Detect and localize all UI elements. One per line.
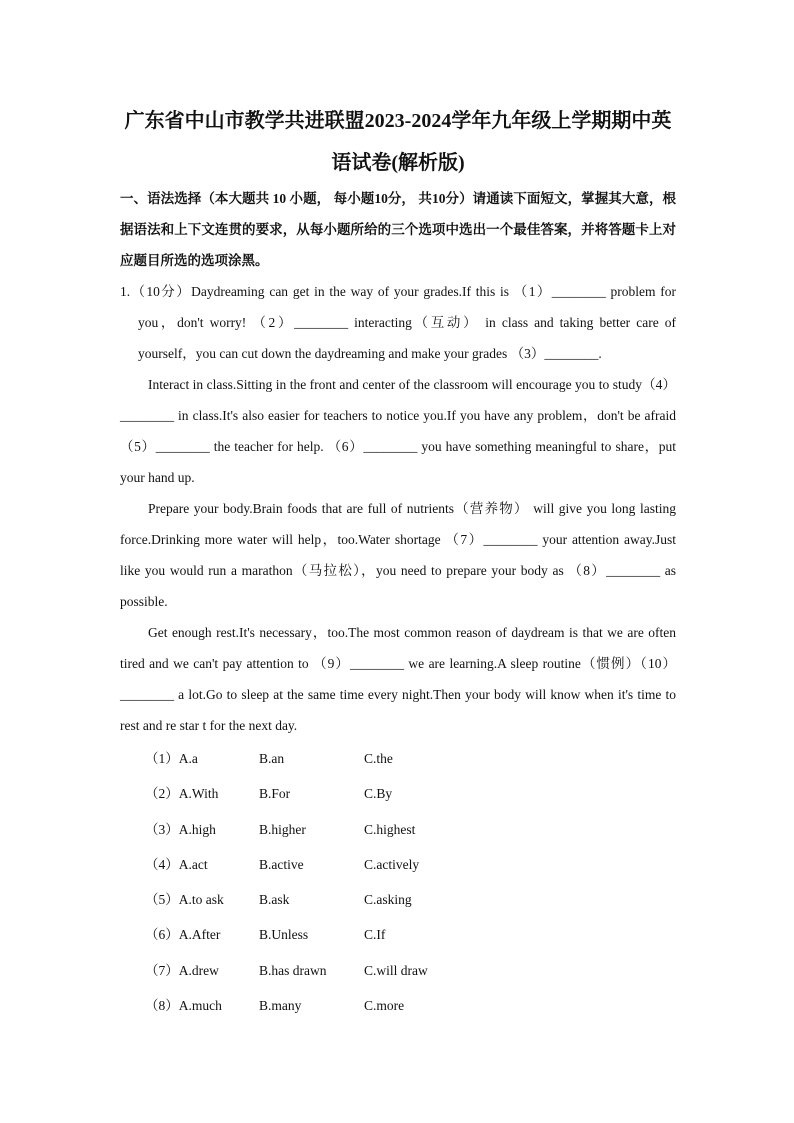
option-row-8: [145, 990, 545, 1025]
answer-options: [145, 743, 545, 1025]
option-c: C.the: [364, 751, 393, 766]
option-row-6: [145, 919, 545, 954]
question-1-opening: 1.（10分）Daydreaming can get in the way of your grades.If this is （1）________ problem for you，don't worry! （2）________ interacting（互动） in class and taking better care of yourself，you can cut down the daydreaming and make your grades （3）________.: [120, 284, 676, 361]
option-row-4: [145, 849, 545, 884]
option-b: B.many: [259, 998, 302, 1014]
reading-passage: [120, 276, 676, 741]
option-row-1: [145, 743, 545, 778]
option-a: （7）A.drew: [145, 962, 219, 978]
option-b: B.active: [259, 856, 304, 872]
option-c: C.If: [364, 927, 386, 943]
option-a: （3）A.high: [145, 821, 216, 837]
option-row-5: [145, 884, 545, 919]
option-b: B.Unless: [259, 927, 309, 943]
option-a: （5）A.to ask: [145, 892, 224, 908]
option-c: C.highest: [364, 821, 416, 837]
option-a: （4）A.act: [145, 856, 208, 872]
page-title: 广东省中山市教学共进联盟2023-2024学年九年级上学期期中英语试卷(解析版): [124, 110, 672, 174]
option-c: C.asking: [364, 892, 412, 908]
option-a: （2）A.With: [145, 786, 219, 802]
option-a: （1）A.a: [145, 751, 198, 766]
option-b: B.higher: [259, 821, 306, 837]
passage-paragraph: Interact in class.Sitting in the front and center of the classroom will encourage you to study（4）________ in class.It's also easier for teachers to notice you.If you have any problem，don't be afraid （5）________ the teacher for help. （6）________ you have something meaningful to share，put your hand up.: [120, 377, 676, 485]
passage-paragraph: Get enough rest.It's necessary，too.The most common reason of daydream is that we are often tired and we can't pay attention to （9）________ we are learning.A sleep routine（惯例）（10）________ a lot.Go to sleep at the same time every night.Then your body will know when it's time to rest and re star t for the next day.: [120, 625, 676, 733]
option-b: B.ask: [259, 892, 290, 908]
section-instructions: 一、语法选择（本大题共 10 小题， 每小题10分， 共10分）请通读下面短文，掌握其大意，根据语法和上下文连贯的要求，从每小题所给的三个选项中选出一个最佳答案，并将答题卡上对应题目所选的选项涂黑。: [120, 191, 676, 268]
option-a: （6）A.After: [145, 927, 221, 943]
option-b: B.has drawn: [259, 962, 327, 978]
option-c: C.actively: [364, 856, 420, 872]
option-b: B.For: [259, 786, 291, 802]
option-row-7: [145, 955, 545, 990]
option-row-3: [145, 814, 545, 849]
option-a: （8）A.much: [145, 998, 222, 1014]
option-row-2: [145, 778, 545, 813]
option-c: C.more: [364, 998, 405, 1014]
option-b: B.an: [259, 751, 285, 766]
passage-paragraph: Prepare your body.Brain foods that are full of nutrients（营养物） will give you long lasting force.Drinking more water will help，too.Water shortage （7）________ your attention away.Just like you would run a marathon（马拉松），you need to prepare your body as （8）________ as possible.: [120, 501, 676, 609]
option-c: C.will draw: [364, 962, 428, 978]
option-c: C.By: [364, 786, 393, 802]
